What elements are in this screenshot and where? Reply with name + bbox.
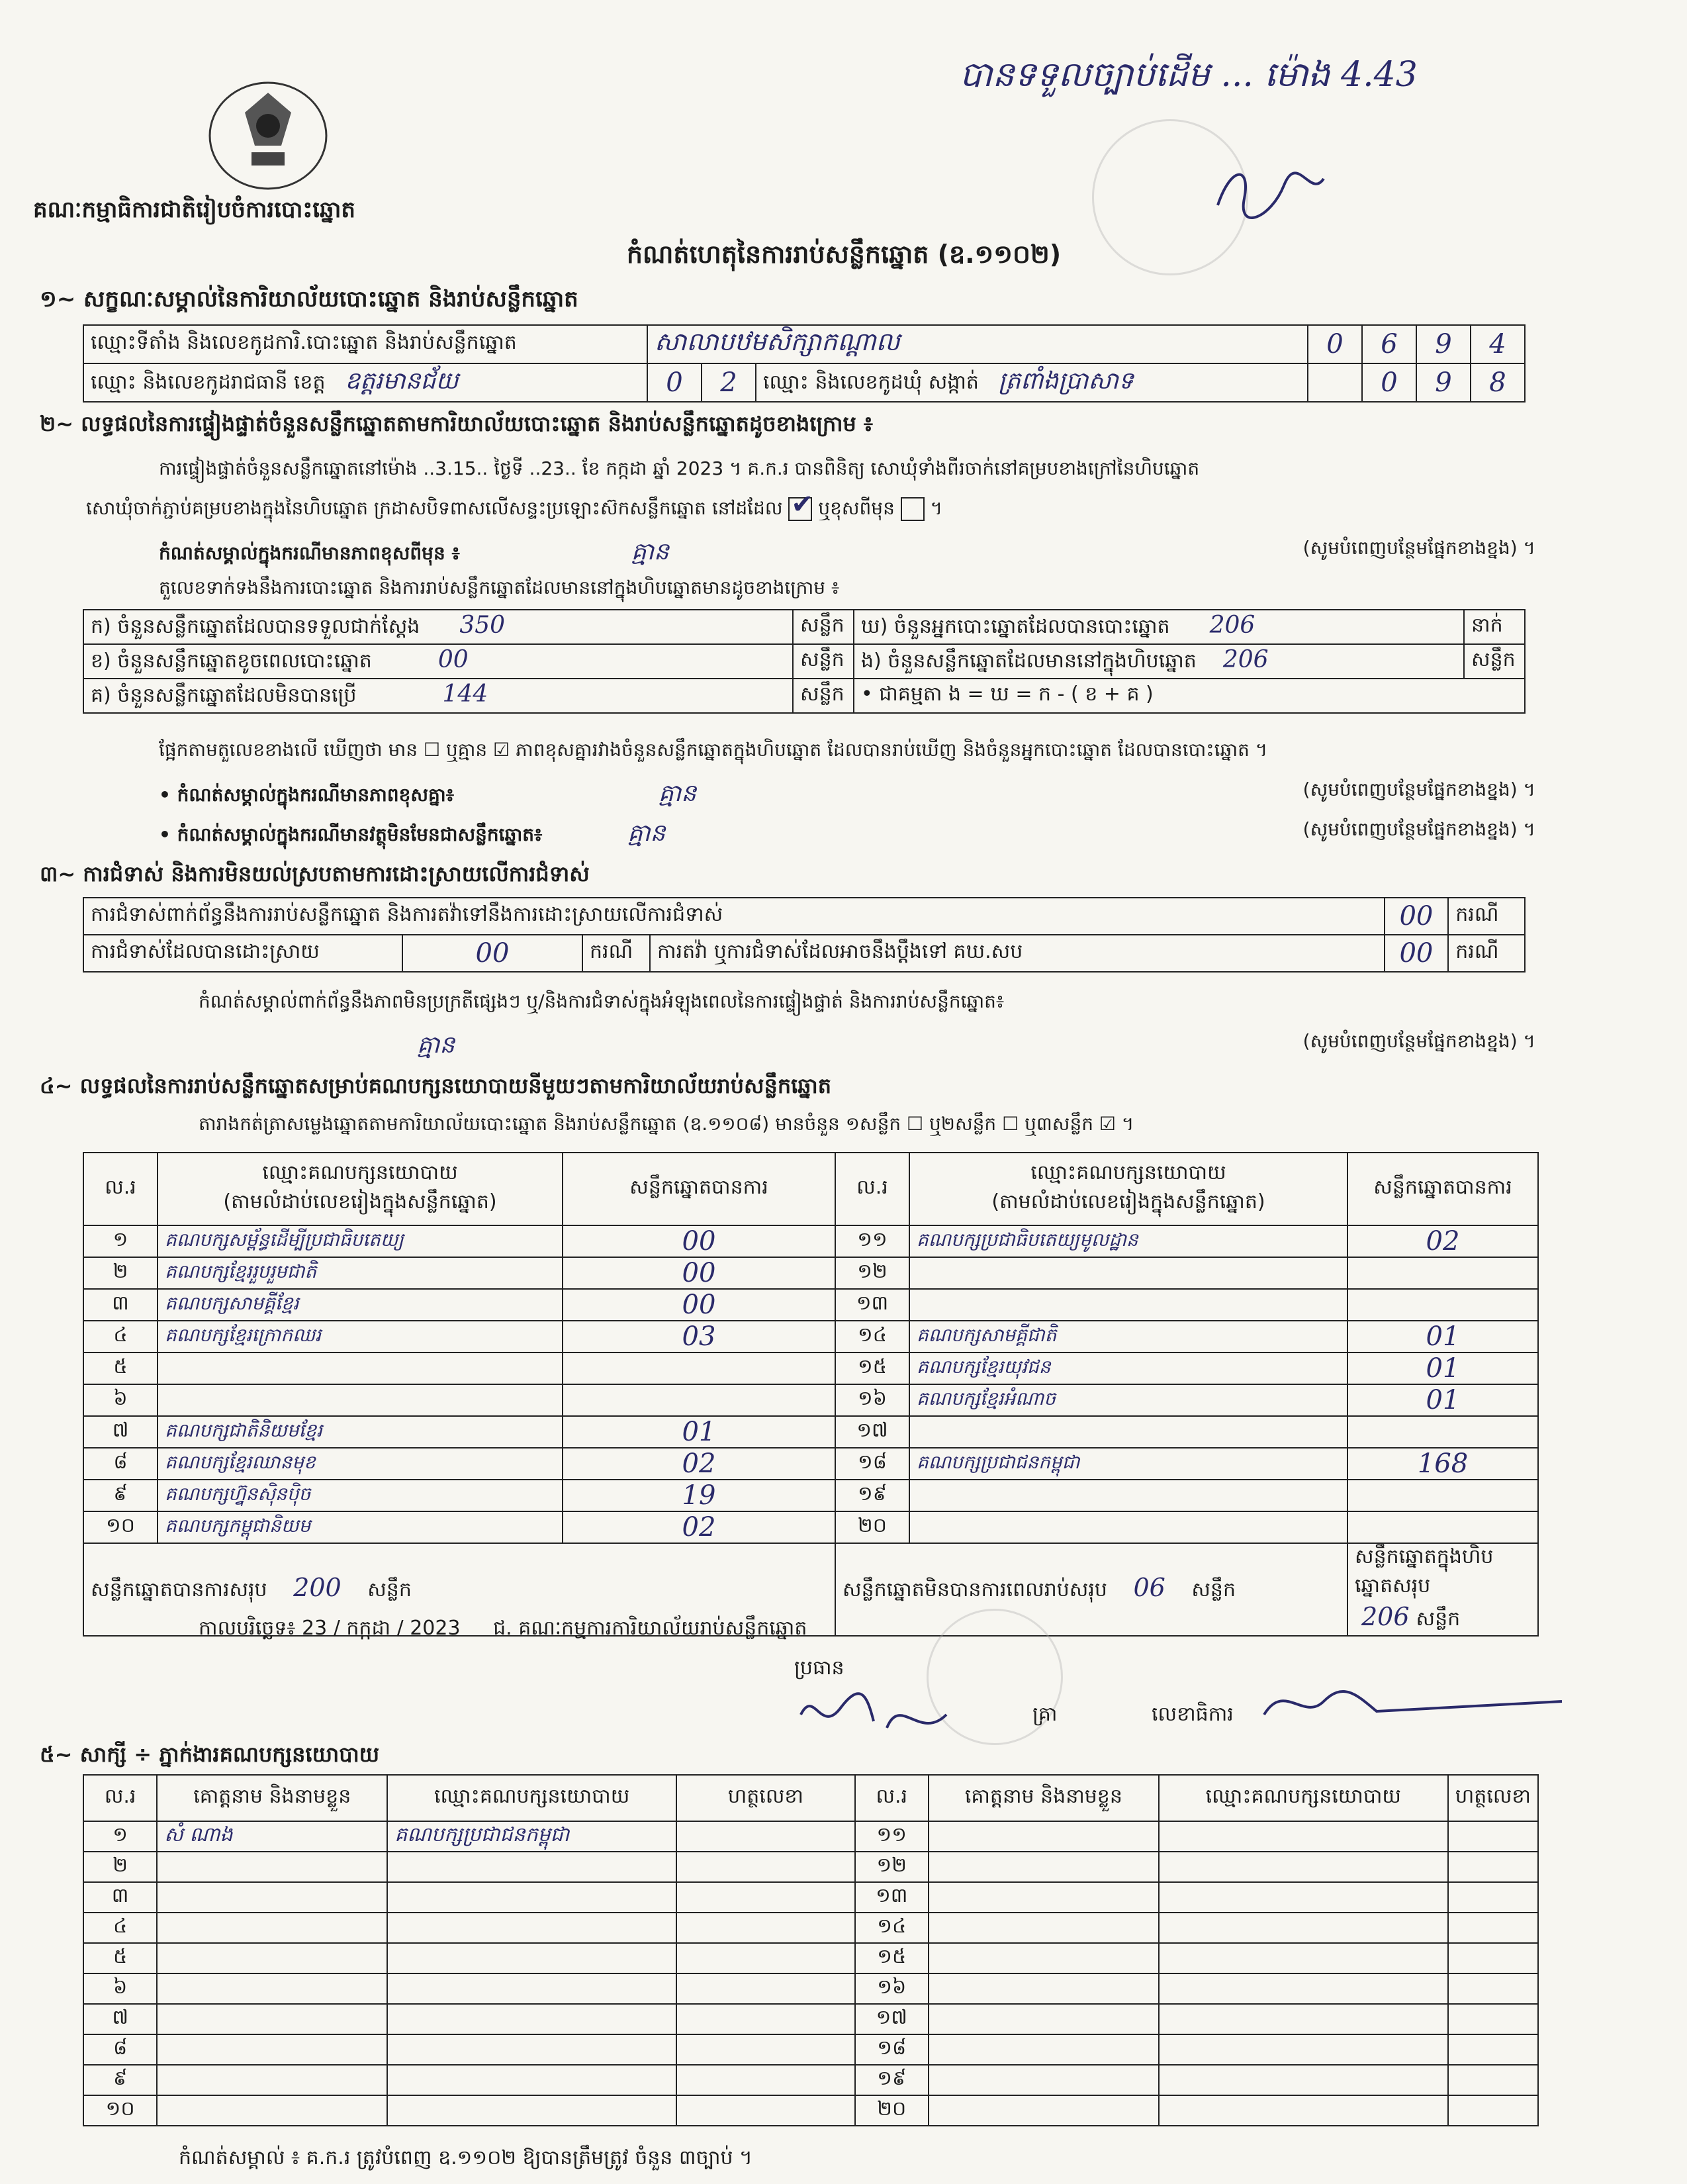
member-label: គ្រា (1032, 1703, 1058, 1726)
witness-name (929, 2095, 1159, 2126)
witness-row (83, 1852, 1538, 1882)
row-a-label (83, 610, 793, 644)
witness-party (387, 2004, 676, 2034)
witness-name (929, 1943, 1159, 1973)
document-title: កំណត់ហេតុនៃការរាប់សន្លឹកឆ្នោត (ឧ.១១០២) (626, 240, 1062, 269)
row-d-value: 206 (1209, 611, 1255, 639)
station-code-3: 4 (1471, 325, 1525, 363)
total-invalid-unit: សន្លឹក (1191, 1578, 1236, 1601)
signature-top (1211, 159, 1330, 225)
row-b-value: 00 (437, 645, 469, 673)
result-party (909, 1289, 1347, 1321)
result-votes (1347, 1289, 1538, 1321)
total-valid-value: 200 (293, 1573, 342, 1602)
obj-r2-label: ការជំទាស់ដែលបានដោះស្រាយ (83, 935, 402, 972)
s2-line1: ការផ្ទៀងផ្ទាត់ចំនួនសន្លឹកឆ្នោតនៅម៉ោង ..3.15.. ថ្ងៃទី ..23.. ខែ កក្កដា ឆ្នាំ 2023 ។ គ.ក.រ បានពិនិត្យ សោឃុំទាំងពីរចាក់នៅគម្របខាងក្រៅនៃហិបឆ្នោត (159, 457, 1200, 479)
secretary-label: លេខាធិការ (1152, 1703, 1234, 1726)
result-party (158, 1384, 563, 1416)
footer-note: កំណត់សម្គាល់ ៖ គ.ក.រ ត្រូវបំពេញ ឧ.១១០២ ឱ្យបានត្រឹមត្រូវ ចំនួន ៣ច្បាប់ ។ (179, 2146, 752, 2169)
result-no: ១៧ (835, 1416, 909, 1448)
witness-name (157, 2034, 387, 2065)
s3-note: កំណត់សម្គាល់ពាក់ព័ន្ធនឹងភាពមិនប្រក្រតីផ្សេងៗ ឬ/និងការជំទាស់ក្នុងអំឡុងពេលនៃការផ្ទៀងផ្ទាត់ និងការរាប់សន្លឹកឆ្នោត៖ (199, 990, 1005, 1012)
obj-r1-case: ករណី (1448, 898, 1525, 935)
row-a-value: 350 (459, 611, 506, 639)
different-label: ឬខុសពីមុន (818, 497, 895, 519)
w-h-no-left: ល.រ (83, 1775, 157, 1821)
result-party: គណបក្សខ្មែរក្រោកឈរ (158, 1321, 563, 1353)
results-row (83, 1257, 1538, 1289)
witness-party (1159, 2034, 1448, 2065)
witness-name (929, 1882, 1159, 1913)
result-votes (1347, 1480, 1538, 1511)
witness-row (83, 1973, 1538, 2004)
witness-row (83, 2004, 1538, 2034)
province-value: ឧត្តរមានជ័យ (345, 367, 459, 395)
witness-signature (676, 1913, 855, 1943)
row-d-unit: នាក់ (1464, 610, 1525, 644)
witness-name (929, 1913, 1159, 1943)
witness-signature (1448, 2034, 1538, 2065)
witness-no: ៦ (83, 1973, 157, 2004)
result-no: ២ (83, 1257, 158, 1289)
different-checkbox[interactable] (901, 497, 925, 521)
total-box-value: 206 (1361, 1602, 1410, 1631)
witness-name (929, 1821, 1159, 1852)
result-votes (1347, 1416, 1538, 1448)
row-c-text: គ) ចំនួនសន្លឹកឆ្នោតដែលមិនបានប្រើ (91, 683, 357, 707)
result-party (909, 1511, 1347, 1543)
witness-signature (1448, 1852, 1538, 1882)
row-e-value: 206 (1222, 645, 1269, 673)
result-no: ៧ (83, 1416, 158, 1448)
objection-table (83, 897, 1526, 973)
result-no: ៦ (83, 1384, 158, 1416)
row-e-unit: សន្លឹក (1464, 644, 1525, 679)
witness-name: សំ ណាង (157, 1821, 387, 1852)
witness-party (387, 2095, 676, 2126)
row-c-label (83, 679, 793, 713)
result-votes: 00 (563, 1225, 835, 1257)
result-votes: 02 (1347, 1225, 1538, 1257)
result-party (909, 1416, 1347, 1448)
result-party: គណបក្សខ្មែរអំណាច (909, 1384, 1347, 1416)
witness-row (83, 1913, 1538, 1943)
results-row (83, 1225, 1538, 1257)
total-box (1347, 1543, 1538, 1636)
witness-signature (1448, 1913, 1538, 1943)
result-votes (1347, 1257, 1538, 1289)
witness-row (83, 2095, 1538, 2126)
row-e-label (854, 644, 1464, 679)
result-votes: 01 (1347, 1384, 1538, 1416)
row-c-unit: សន្លឹក (793, 679, 854, 713)
witness-row (83, 2065, 1538, 2095)
witness-party: គណបក្សប្រជាជនកម្ពុជា (387, 1821, 676, 1852)
result-no: ១ (83, 1225, 158, 1257)
witness-signature (676, 2095, 855, 2126)
section-1-title: ១~ សក្ខណៈសម្គាល់នៃការិយាល័យបោះឆ្នោត និងរាប់សន្លឹកឆ្នោត (40, 286, 578, 312)
witness-name (929, 2065, 1159, 2095)
row-b-unit: សន្លឹក (793, 644, 854, 679)
station-code-0: 0 (1308, 325, 1362, 363)
witness-party (1159, 1852, 1448, 1882)
obj-r3-case: ករណី (1448, 935, 1525, 972)
results-row (83, 1384, 1538, 1416)
h-votes-right: សន្លឹកឆ្នោតបានការ (1347, 1153, 1538, 1225)
result-no: ១២ (835, 1257, 909, 1289)
s3-fill: (សូមបំពេញបន្ថែមផ្នែកខាងខ្នង) ។ (1302, 1030, 1535, 1052)
result-party: គណបក្សជាតិនិយមខ្មែរ (158, 1416, 563, 1448)
count-line: តារាងកត់ត្រាសម្លេងឆ្នោតតាមការិយាល័យបោះឆ្នោត និងរាប់សន្លឹកឆ្នោត (ឧ.១១០៨) មានចំនួន ១សន្លឹក ☐ ឬ២សន្លឹក ☐ ឬ៣សន្លឹក ☑ ។ (199, 1113, 1134, 1135)
witness-no: ៣ (83, 1882, 157, 1913)
commune-value: ត្រពាំងប្រាសាទ (998, 367, 1134, 395)
result-party: គណបក្សសម្ព័ន្ធដើម្បីប្រជាធិបតេយ្យ (158, 1225, 563, 1257)
result-party: គណបក្សប្រជាធិបតេយ្យមូលដ្ឋាន (909, 1225, 1347, 1257)
witness-name (929, 2004, 1159, 2034)
witness-no: ២ (83, 1852, 157, 1882)
same-checkbox[interactable] (788, 497, 812, 521)
bullet1-fill: (សូមបំពេញបន្ថែមផ្នែកខាងខ្នង) ។ (1302, 779, 1535, 800)
witness-no: ៩ (83, 2065, 157, 2095)
h-party-left (158, 1153, 563, 1225)
witness-party (1159, 1943, 1448, 1973)
result-party (909, 1480, 1347, 1511)
obj-r1-value: 00 (1385, 898, 1449, 935)
result-party: គណបក្សខ្មែរឈានមុខ (158, 1448, 563, 1480)
result-votes: 01 (563, 1416, 835, 1448)
station-code-1: 6 (1362, 325, 1416, 363)
result-no: ១១ (835, 1225, 909, 1257)
witness-signature (1448, 1821, 1538, 1852)
witness-no: ១៨ (855, 2034, 929, 2065)
w-h-sign-left: ហត្ថលេខា (676, 1775, 855, 1821)
witness-no: ១៥ (855, 1943, 929, 1973)
section-4-title: ៤~ លទ្ធផលនៃការរាប់សន្លឹកឆ្នោតសម្រាប់គណបក្សនយោបាយនីមួយៗតាមការិយាល័យរាប់សន្លឹកឆ្នោត (40, 1073, 832, 1098)
witness-signature (676, 1943, 855, 1973)
result-votes: 00 (563, 1257, 835, 1289)
witness-name (929, 1852, 1159, 1882)
witness-party (1159, 1913, 1448, 1943)
commune-label (756, 363, 1308, 402)
witness-signature (676, 2004, 855, 2034)
witness-name (157, 1913, 387, 1943)
s2-note-label: កំណត់សម្គាល់ក្នុងករណីមានភាពខុសពីមុន ៖ (159, 542, 460, 564)
result-party: គណបក្សសាមគ្គីខ្មែរ (158, 1289, 563, 1321)
row-d-label (854, 610, 1464, 644)
total-valid-unit: សន្លឹក (367, 1578, 412, 1601)
bullet2 (159, 818, 1535, 853)
row-b-label (83, 644, 793, 679)
result-party: គណបក្សហ្វ៊ុនស៊ិនប៉ិច (158, 1480, 563, 1511)
commune-label-text: ឈ្មោះ និងលេខកូដឃុំ សង្កាត់ (763, 370, 979, 394)
result-party (909, 1257, 1347, 1289)
chair-signature (794, 1682, 953, 1754)
result-votes (563, 1384, 835, 1416)
signature-block-label: ជ. គណៈកម្មការការិយាល័យរាប់សន្លឹកឆ្នោត (493, 1617, 807, 1640)
witness-party (387, 1852, 676, 1882)
w-h-party-right: ឈ្មោះគណបក្សនយោបាយ (1159, 1775, 1448, 1821)
results-body (83, 1225, 1538, 1543)
section-5-title: ៥~ សាក្សី ÷ ភ្នាក់ងារគណបក្សនយោបាយ (40, 1742, 380, 1767)
result-votes: 168 (1347, 1448, 1538, 1480)
witness-no: ៧ (83, 2004, 157, 2034)
witness-table (83, 1774, 1539, 2126)
witness-no: ១៦ (855, 1973, 929, 2004)
obj-r3-label: ការតវ៉ា ឬការជំទាស់ដែលអាចនឹងប្ដឹងទៅ គឃ.សប (650, 935, 1385, 972)
witness-party (387, 2034, 676, 2065)
s2-note (159, 536, 1535, 571)
witness-name (157, 1943, 387, 1973)
result-votes: 02 (563, 1511, 835, 1543)
numbers-table (83, 609, 1526, 714)
result-no: ១៨ (835, 1448, 909, 1480)
witness-name (157, 2065, 387, 2095)
result-votes: 03 (563, 1321, 835, 1353)
witness-signature (676, 1821, 855, 1852)
result-no: ១៤ (835, 1321, 909, 1353)
s2-numbers-intro: តួលេខទាក់ទងនឹងការបោះឆ្នោត និងការរាប់សន្លឹកឆ្នោតដែលមាននៅក្នុងហិបឆ្នោតមានដូចខាងក្រោម ៖ (159, 577, 840, 598)
w-h-no-right: ល.រ (855, 1775, 929, 1821)
formula: • ជាគម្មតា ង = ឃ = ក - ( ខ + គ ) (854, 679, 1525, 713)
province-code-1: 2 (702, 363, 756, 402)
obj-r3-value: 00 (1385, 935, 1449, 972)
bullet2-fill: (សូមបំពេញបន្ថែមផ្នែកខាងខ្នង) ។ (1302, 818, 1535, 840)
witness-party (1159, 2004, 1448, 2034)
witness-no: ១៣ (855, 1882, 929, 1913)
result-no: ៣ (83, 1289, 158, 1321)
w-h-name-left: គោត្តនាម និងនាមខ្លួន (157, 1775, 387, 1821)
row-e-text: ង) ចំនួនសន្លឹកឆ្នោតដែលមាននៅក្នុងហិបឆ្នោត (861, 649, 1197, 673)
h-votes-left: សន្លឹកឆ្នោតបានការ (563, 1153, 835, 1225)
total-invalid-value: 06 (1133, 1573, 1165, 1602)
witness-party (387, 1943, 676, 1973)
witness-row (83, 1882, 1538, 1913)
secretary-signature (1257, 1675, 1569, 1734)
witness-no: ៤ (83, 1913, 157, 1943)
section-2-title: ២~ លទ្ធផលនៃការផ្ទៀងផ្ទាត់ចំនួនសន្លឹកឆ្នោតតាមការិយាល័យបោះឆ្នោត និងរាប់សន្លឹកឆ្នោតដូចខាងក្រោម ៖ (40, 411, 873, 436)
chair-label: ប្រធាន (794, 1656, 844, 1680)
province-label (83, 363, 647, 402)
commune-code-1: 9 (1416, 363, 1471, 402)
result-no: ៨ (83, 1448, 158, 1480)
result-votes: 19 (563, 1480, 835, 1511)
station-label: ឈ្មោះទីតាំង និងលេខកូដការិ.បោះឆ្នោត និងរាប់សន្លឹកឆ្នោត (83, 325, 647, 363)
h-party-right-title: ឈ្មោះគណបក្សនយោបាយ (1030, 1161, 1226, 1184)
province-label-text: ឈ្មោះ និងលេខកូដរាជធានី ខេត្ត (91, 370, 326, 394)
witness-no: ៨ (83, 2034, 157, 2065)
row-d-text: ឃ) ចំនួនអ្នកបោះឆ្នោតដែលបានបោះឆ្នោត (861, 614, 1170, 638)
station-table (83, 324, 1526, 403)
witness-signature (1448, 1882, 1538, 1913)
result-votes: 00 (563, 1289, 835, 1321)
results-row (83, 1416, 1538, 1448)
station-code-2: 9 (1416, 325, 1471, 363)
date-text: កាលបរិច្ឆេទ៖ 23 / កក្កដា / 2023 (199, 1617, 461, 1640)
result-party (158, 1353, 563, 1384)
commune-code-0: 0 (1362, 363, 1416, 402)
s2-note-value: គ្មាន (631, 538, 669, 565)
witness-row (83, 1943, 1538, 1973)
results-row (83, 1480, 1538, 1511)
witness-signature (1448, 2065, 1538, 2095)
obj-r2-value: 00 (402, 935, 582, 972)
emblem-logo (205, 79, 331, 192)
results-table (83, 1152, 1539, 1637)
bullet1-label: • កំណត់សម្គាល់ក្នុងករណីមានភាពខុសគ្នា៖ (159, 784, 455, 806)
result-party: គណបក្សខ្មែររួបរួមជាតិ (158, 1257, 563, 1289)
s3-note-line (86, 1029, 1535, 1065)
witness-name (157, 1973, 387, 2004)
witness-signature (1448, 2095, 1538, 2126)
results-row (83, 1321, 1538, 1353)
witness-party (1159, 1973, 1448, 2004)
witness-no: ១៧ (855, 2004, 929, 2034)
witness-party (1159, 1821, 1448, 1852)
h-party-right-sub: (តាមលំដាប់លេខរៀងក្នុងសន្លឹកឆ្នោត) (991, 1190, 1265, 1213)
h-no-right: ល.រ (835, 1153, 909, 1225)
h-party-left-sub: (តាមលំដាប់លេខរៀងក្នុងសន្លឹកឆ្នោត) (223, 1190, 497, 1213)
s2-fill-more: (សូមបំពេញបន្ថែមផ្នែកខាងខ្នង) ។ (1302, 537, 1535, 559)
committee-name: គណៈកម្មាធិការជាតិរៀបចំការបោះឆ្នោត (33, 197, 356, 223)
witness-signature (1448, 2004, 1538, 2034)
s2-line2-text: សោឃុំចាក់ភ្ជាប់គម្របខាងក្នុងនៃហិបឆ្នោត ក្រដាសបិទពាសលើសន្ទះប្រឡោះស៊កសន្លឹកឆ្នោត នៅដដែល (86, 497, 783, 519)
section-3-title: ៣~ ការជំទាស់ និងការមិនយល់ស្របតាមការដោះស្រាយលើការជំទាស់ (40, 861, 590, 886)
result-no: ៤ (83, 1321, 158, 1353)
result-party: គណបក្សសាមគ្គីជាតិ (909, 1321, 1347, 1353)
witness-signature (676, 2065, 855, 2095)
total-invalid (835, 1543, 1347, 1636)
result-party: គណបក្សកម្ពុជានិយម (158, 1511, 563, 1543)
witness-signature (676, 1973, 855, 2004)
province-code-0: 0 (647, 363, 702, 402)
commune-code-pad (1308, 363, 1362, 402)
date-line (199, 1615, 807, 1644)
results-row (83, 1289, 1538, 1321)
obj-r1-label: ការជំទាស់ពាក់ព័ន្ធនឹងការរាប់សន្លឹកឆ្នោត និងការតវ៉ាទៅនឹងការដោះស្រាយលើការជំទាស់ (83, 898, 1385, 935)
station-value: សាលាបឋមសិក្សាកណ្ដាល (647, 325, 1308, 363)
result-votes: 01 (1347, 1321, 1538, 1353)
witness-no: ២០ (855, 2095, 929, 2126)
witness-no: ១១ (855, 1821, 929, 1852)
witness-no: ១៩ (855, 2065, 929, 2095)
result-no: ១៥ (835, 1353, 909, 1384)
witness-signature (1448, 1943, 1538, 1973)
witness-name (929, 2034, 1159, 2065)
row-a-text: ក) ចំនួនសន្លឹកឆ្នោតដែលបានទទួលជាក់ស្ដែង (91, 614, 420, 638)
h-party-left-title: ឈ្មោះគណបក្សនយោបាយ (262, 1161, 458, 1184)
bullet1 (159, 778, 1535, 813)
result-votes (1347, 1511, 1538, 1543)
witness-party (387, 2065, 676, 2095)
witness-party (1159, 1882, 1448, 1913)
total-valid-label: សន្លឹកឆ្នោតបានការសរុប (91, 1578, 267, 1601)
witness-signature (1448, 1973, 1538, 2004)
witness-name (929, 1973, 1159, 2004)
witness-signature (676, 2034, 855, 2065)
witness-party (1159, 2095, 1448, 2126)
result-no: ១៩ (835, 1480, 909, 1511)
w-h-sign-right: ហត្ថលេខា (1448, 1775, 1538, 1821)
witness-party (1159, 2065, 1448, 2095)
witness-row (83, 2034, 1538, 2065)
result-party: គណបក្សប្រជាជនកម្ពុជា (909, 1448, 1347, 1480)
witness-name (157, 1882, 387, 1913)
w-h-name-right: គោត្តនាម និងនាមខ្លួន (929, 1775, 1159, 1821)
row-c-value: 144 (442, 680, 488, 708)
results-row (83, 1353, 1538, 1384)
s2-line2: សោឃុំចាក់ភ្ជាប់គម្របខាងក្នុងនៃហិបឆ្នោត ក្រដាសបិទពាសលើសន្ទះប្រឡោះស៊កសន្លឹកឆ្នោត នៅដដែល ✔ ឬខុសពីមុន ។ (86, 497, 942, 524)
total-box-unit: សន្លឹក (1416, 1607, 1461, 1631)
result-no: ១៦ (835, 1384, 909, 1416)
results-row (83, 1511, 1538, 1543)
result-no: ៩ (83, 1480, 158, 1511)
witness-name (157, 2095, 387, 2126)
witness-no: ១ (83, 1821, 157, 1852)
result-no: ១០ (83, 1511, 158, 1543)
witness-no: ១០ (83, 2095, 157, 2126)
bullet2-value: គ្មាន (627, 820, 666, 847)
diff-line: ផ្អែកតាមតួលេខខាងលើ ឃើញថា មាន ☐ ឬគ្មាន ☑ ភាពខុសគ្នារវាងចំនួនសន្លឹកឆ្នោតក្នុងហិបឆ្នោត ដែលបានរាប់ឃើញ និងចំនួនអ្នកបោះឆ្នោត ដែលបានបោះឆ្នោត ។ (159, 739, 1268, 761)
result-no: ២០ (835, 1511, 909, 1543)
row-b-text: ខ) ចំនួនសន្លឹកឆ្នោតខូចពេលបោះឆ្នោត (91, 649, 372, 673)
witness-party (387, 1913, 676, 1943)
result-no: ១៣ (835, 1289, 909, 1321)
witness-name (157, 2004, 387, 2034)
witness-name (157, 1852, 387, 1882)
h-party-right (909, 1153, 1347, 1225)
witness-no: ៥ (83, 1943, 157, 1973)
witness-no: ១៤ (855, 1913, 929, 1943)
h-no-left: ល.រ (83, 1153, 158, 1225)
result-no: ៥ (83, 1353, 158, 1384)
s3-note-value: គ្មាន (417, 1031, 455, 1059)
witness-row (83, 1821, 1538, 1852)
witness-party (387, 1973, 676, 2004)
witness-signature (676, 1882, 855, 1913)
total-box-label: សន្លឹកឆ្នោតក្នុងហិបឆ្នោតសរុប (1355, 1545, 1494, 1597)
result-votes: 01 (1347, 1353, 1538, 1384)
row-a-unit: សន្លឹក (793, 610, 854, 644)
commune-code-2: 8 (1471, 363, 1525, 402)
total-invalid-label: សន្លឹកឆ្នោតមិនបានការពេលរាប់សរុប (843, 1578, 1107, 1601)
results-row (83, 1448, 1538, 1480)
result-party: គណបក្សខ្មែរយុវជន (909, 1353, 1347, 1384)
witness-no: ១២ (855, 1852, 929, 1882)
result-votes: 02 (563, 1448, 835, 1480)
receipt-note: បានទទួលច្បាប់ដើម ... ម៉ោង 4.43 (960, 55, 1418, 95)
bullet2-label: • កំណត់សម្គាល់ក្នុងករណីមានវត្ថុមិនមែនជាសន្លឹកឆ្នោត៖ (159, 824, 543, 845)
witness-body (83, 1821, 1538, 2126)
result-votes (563, 1353, 835, 1384)
w-h-party-left: ឈ្មោះគណបក្សនយោបាយ (387, 1775, 676, 1821)
bullet1-value: គ្មាន (658, 780, 697, 807)
witness-signature (676, 1852, 855, 1882)
witness-party (387, 1882, 676, 1913)
obj-r2-case: ករណី (582, 935, 650, 972)
